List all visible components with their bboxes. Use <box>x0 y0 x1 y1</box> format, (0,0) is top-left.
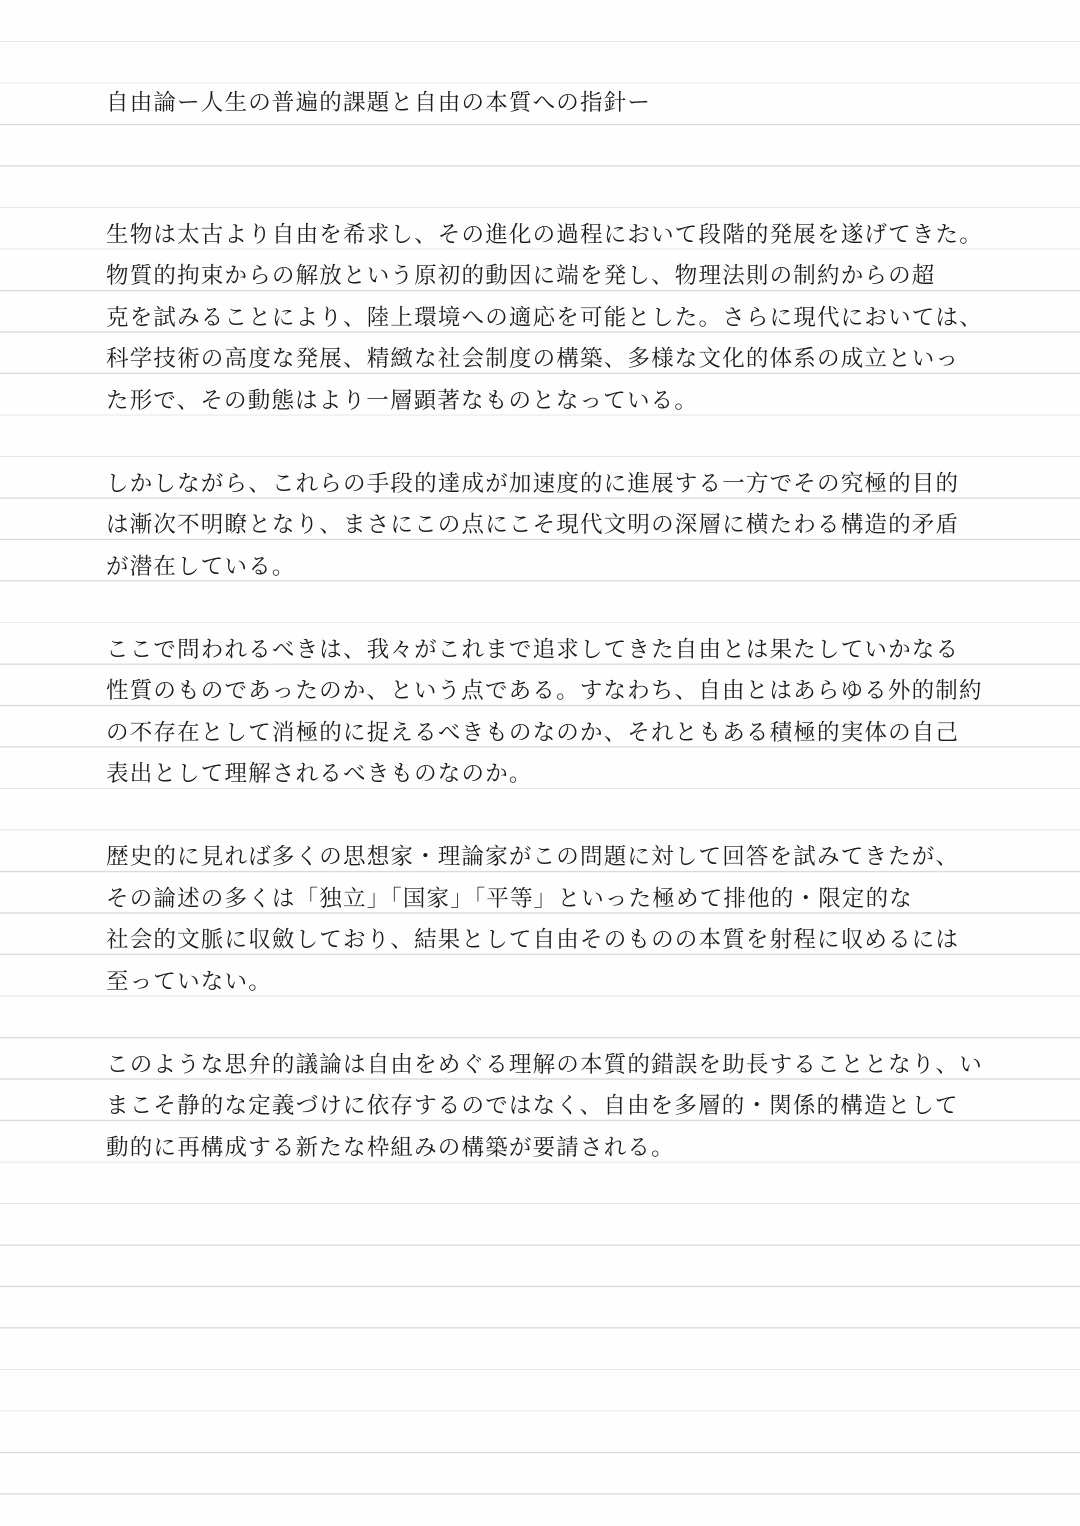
paragraph-line: は漸次不明瞭となり、まさにこの点にこそ現代文明の深層に横たわる構造的矛盾 <box>106 512 960 538</box>
paragraph-line: が潜在している。 <box>106 554 296 580</box>
paragraph-line: 生物は太古より自由を希求し、その進化の過程において段階的発展を遂げてきた。 <box>106 222 983 248</box>
page-title: 自由論ー人生の普遍的課題と自由の本質への指針ー <box>106 90 652 116</box>
paragraph-line: 動的に再構成する新たな枠組みの構築が要請される。 <box>106 1135 675 1161</box>
paragraph-line: 至っていない。 <box>106 969 272 995</box>
paragraph-line: まこそ静的な定義づけに依存するのではなく、自由を多層的・関係的構造として <box>106 1093 959 1119</box>
paragraph-line: た形で、その動態はより一層顕著なものとなっている。 <box>106 388 699 414</box>
paragraph-line: 表出として理解されるべきものなのか。 <box>106 761 533 787</box>
paragraph-line: このような思弁的議論は自由をめぐる理解の本質的錯誤を助長することとなり、い <box>106 1052 983 1078</box>
paragraph-line: その論述の多くは「独立」「国家」「平等」といった極めて排他的・限定的な <box>106 886 914 912</box>
paragraph-line: ここで問われるべきは、我々がこれまで追求してきた自由とは果たしていかなる <box>106 637 960 663</box>
paragraph-line: 科学技術の高度な発展、精緻な社会制度の構築、多様な文化的体系の成立といっ <box>106 346 960 372</box>
paragraph-line: 克を試みることにより、陸上環境への適応を可能とした。さらに現代においては、 <box>106 305 983 331</box>
paragraph-line: しかしながら、これらの手段的達成が加速度的に進展する一方でその究極的目的 <box>106 471 960 497</box>
paragraph-line: 物質的拘束からの解放という原初的動因に端を発し、物理法則の制約からの超 <box>106 263 936 289</box>
paragraph-line: の不存在として消極的に捉えるべきものなのか、それともある積極的実体の自己 <box>106 720 960 746</box>
paragraph-line: 社会的文脈に収斂しており、結果として自由そのものの本質を射程に収めるには <box>106 927 960 953</box>
paragraph-line: 歴史的に見れば多くの思想家・理論家がこの問題に対して回答を試みてきたが、 <box>106 844 960 870</box>
paragraph-line: 性質のものであったのか、という点である。すなわち、自由とはあらゆる外的制約 <box>106 678 983 704</box>
